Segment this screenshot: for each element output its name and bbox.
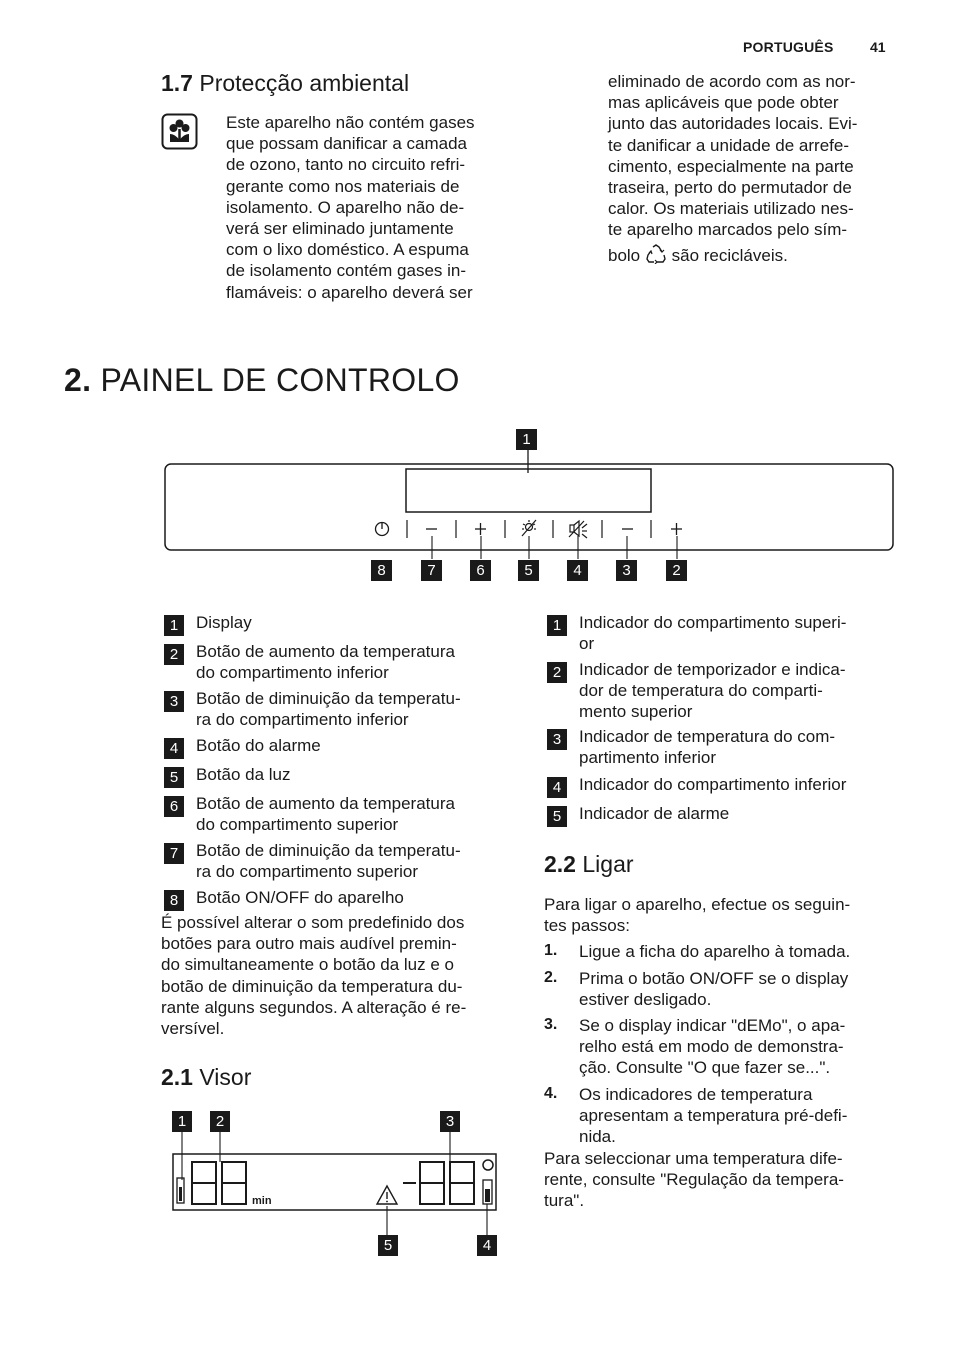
step-text: Os indicadores de temperatura apresentam a temperatura pré-defi- nida. — [579, 1085, 848, 1147]
header-language: PORTUGUÊS — [743, 39, 834, 55]
legend-item — [164, 688, 461, 730]
legend-item — [164, 612, 252, 633]
legend-badge: 4 — [164, 738, 184, 759]
legend-text: Botão ON/OFF do aparelho — [196, 888, 404, 907]
display-badge: 5 — [378, 1235, 398, 1256]
text-line: tes passos: — [544, 916, 630, 936]
recycle-icon — [645, 244, 667, 264]
legend-text: Botão de aumento da temperatura do compartimento inferior — [196, 642, 455, 682]
legend-text: Indicador de temporizador e indica- dor de temperatura do comparti- mento superior — [579, 660, 846, 721]
text-line: botões para outro mais audível premin- — [161, 934, 457, 954]
legend-text: Indicador do compartimento superi- or — [579, 613, 847, 653]
text-line: te danificar a unidade de arrefe- — [608, 135, 849, 155]
text-line: Para seleccionar uma temperatura dife- — [544, 1149, 843, 1168]
page-number: 41 — [870, 39, 886, 55]
legend-item — [547, 612, 846, 654]
text-line: rante alguns segundos. A alteração é re- — [161, 997, 467, 1017]
text-line: gerante como nos materiais de — [226, 176, 460, 196]
alarm-icon — [569, 521, 587, 538]
display-badge: 4 — [477, 1235, 497, 1256]
section-1-7-column-2: eliminado de acordo com as nor- mas aplicáveis que pode obter junto das autoridades locais. Evi- te danificar a unidade de arrefe- cimento, especialmente na parte traseira, perto do permutador de calor. Os materiais utilizado nes- te aparelho marcados pelo sím- bolo são recicláveis. — [608, 72, 858, 265]
text-line: Este aparelho não contém gases — [226, 113, 475, 132]
section-2-2-outro — [544, 1148, 844, 1212]
display-badge: 2 — [210, 1111, 230, 1132]
legend-badge: 5 — [547, 806, 567, 827]
legend-text: Botão da luz — [196, 765, 291, 784]
text-line: flamáveis: o aparelho deverá ser — [226, 282, 473, 302]
panel-badge: 8 — [371, 560, 392, 581]
text-line: eliminado de acordo com as nor- — [608, 72, 856, 91]
plus-icon — [475, 523, 486, 535]
text-line: de isolamento contém gases in- — [226, 261, 467, 281]
legend-item — [547, 774, 846, 795]
text-line: do simultaneamente o botão da luz e o — [161, 955, 454, 975]
light-icon — [522, 520, 536, 536]
legend-item — [164, 735, 321, 756]
display-badge: 3 — [440, 1111, 460, 1132]
text-line: que possam danificar a camada — [226, 134, 467, 154]
legend-badge: 3 — [164, 691, 184, 712]
svg-text:min: min — [252, 1195, 272, 1207]
text-line: traseira, perto do permutador de — [608, 178, 852, 198]
step-number: 3. — [544, 1016, 558, 1033]
text-line: Para ligar o aparelho, efectue os seguin- — [544, 895, 851, 914]
legend-text: Indicador do compartimento inferior — [579, 775, 847, 794]
panel-badge: 5 — [518, 560, 539, 581]
panel-badge-display: 1 — [516, 429, 537, 450]
section-1-7-column-1 — [226, 112, 475, 303]
legend-badge: 3 — [547, 729, 567, 750]
legend-text: Botão de aumento da temperatura do compartimento superior — [196, 794, 455, 834]
legend-item — [164, 887, 404, 908]
display-badge: 1 — [172, 1111, 192, 1132]
legend-text: Indicador de temperatura do com- partimento inferior — [579, 727, 836, 767]
text-line: rente, consulte "Regulação da tempera- — [544, 1170, 844, 1190]
text-line: cimento, especialmente na parte — [608, 156, 854, 176]
panel-badge: 2 — [666, 560, 687, 581]
note-paragraph — [161, 912, 466, 1039]
step-number: 1. — [544, 942, 558, 959]
panel-badge: 4 — [567, 560, 588, 581]
legend-item — [164, 793, 455, 835]
legend-badge: 7 — [164, 843, 184, 864]
text-line: versível. — [161, 1019, 225, 1039]
environment-flower-icon — [161, 113, 198, 150]
step-text: Ligue a ficha do aparelho à tomada. — [579, 942, 851, 961]
legend-badge: 8 — [164, 890, 184, 911]
legend-badge: 5 — [164, 767, 184, 788]
step-text: Prima o botão ON/OFF se o display estiver desligado. — [579, 969, 849, 1010]
legend-text: Botão do alarme — [196, 736, 321, 755]
section-title-2-2: 2.2 Ligar — [544, 851, 634, 877]
text-line: tura". — [544, 1191, 585, 1211]
panel-badge: 6 — [470, 560, 491, 581]
legend-text: Botão de diminuição da temperatu- ra do compartimento superior — [196, 841, 461, 881]
text-line: junto das autoridades locais. Evi- — [608, 114, 858, 134]
step-number: 2. — [544, 969, 558, 986]
power-icon — [376, 522, 389, 536]
legend-item — [547, 803, 729, 824]
legend-text: Botão de diminuição da temperatu- ra do compartimento inferior — [196, 689, 461, 729]
section-title-2-1: 2.1 Visor — [161, 1064, 252, 1090]
display-diagram — [170, 1110, 502, 1260]
text-line: isolamento. O aparelho não de- — [226, 197, 465, 217]
legend-badge: 4 — [547, 777, 567, 798]
legend-text: Display — [196, 613, 252, 632]
text-line: botão de diminuição da temperatura du- — [161, 976, 463, 996]
legend-badge: 2 — [164, 644, 184, 665]
legend-item — [164, 840, 461, 882]
legend-item — [547, 659, 845, 722]
legend-item — [164, 764, 291, 785]
panel-badge: 3 — [616, 560, 637, 581]
legend-badge: 1 — [164, 615, 184, 636]
panel-badge: 7 — [421, 560, 442, 581]
text-line: com o lixo doméstico. A espuma — [226, 240, 469, 260]
legend-badge: 1 — [547, 615, 567, 636]
step-text: Se o display indicar "dEMo", o apa- relho está em modo de demonstra- ção. Consulte "O que fazer se...". — [579, 1016, 846, 1078]
text-line: mas aplicáveis que pode obter — [608, 93, 839, 113]
legend-badge: 2 — [547, 662, 567, 683]
legend-badge: 6 — [164, 796, 184, 817]
chapter-title: 2. PAINEL DE CONTROLO — [64, 362, 460, 398]
text-line: calor. Os materiais utilizado nes- — [608, 199, 854, 219]
text-line: verá ser eliminado juntamente — [226, 219, 454, 239]
text-line: te aparelho marcados pelo sím- — [608, 220, 848, 240]
text-line: de ozono, tanto no circuito refri- — [226, 155, 466, 175]
step-number: 4. — [544, 1085, 558, 1102]
plus-icon — [671, 523, 682, 535]
text-line: É possível alterar o som predefinido dos — [161, 913, 465, 932]
legend-item — [547, 726, 835, 768]
legend-item — [164, 641, 455, 683]
section-2-2-intro — [544, 894, 850, 936]
control-panel-diagram — [164, 428, 895, 588]
legend-text: Indicador de alarme — [579, 804, 730, 823]
section-title-1-7: 1.7 Protecção ambiental — [161, 70, 410, 96]
